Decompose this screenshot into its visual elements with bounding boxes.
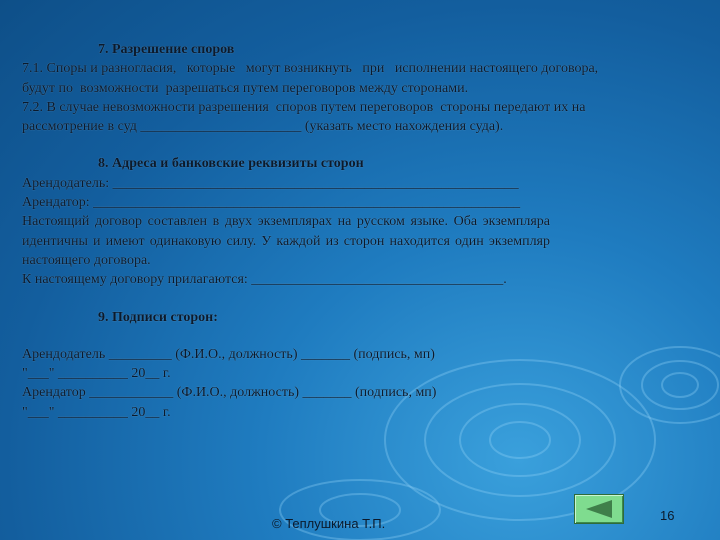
previous-slide-button[interactable] [574,494,624,524]
section-7-line-4: рассмотрение в суд _______________________ (указать место нахождения суда). [22,119,504,135]
copies-paragraph: Настоящий договор составлен в двух экземплярах на русском языке. Оба экземпляра идентичны и имеют одинаковую силу. У каждой из сторон находится один экземпляр настоящего договора. [22,214,550,268]
tenant-details: Арендатор: _____________________________________________________________ [22,195,521,211]
attachments-line: К настоящему договору прилагаются: ____________________________________. [22,272,507,288]
author-credit: © Теплушкина Т.П. [272,516,386,531]
section-7-line-3: 7.2. В случае невозможности разрешения споров путем переговоров стороны передают их на [22,99,586,115]
tenant-signature-line: Арендатор ____________ (Ф.И.О., должность) _______ (подпись, мп) [22,385,437,401]
landlord-details: Арендодатель: __________________________________________________________ [22,175,519,191]
tenant-date-line: "___" __________ 20__ г. [22,404,171,420]
landlord-signature-line: Арендодатель _________ (Ф.И.О., должность) _______ (подпись, мп) [22,346,435,362]
document-body [22,40,702,422]
section-8-heading: 8. Адреса и банковские реквизиты сторон [98,156,364,172]
section-7-heading: 7. Разрешение споров [98,42,235,57]
section-7-line-2: будут по возможности разрешаться путем переговоров между сторонами. [22,80,469,96]
page-number: 16 [660,508,675,523]
section-9-heading: 9. Подписи сторон: [98,309,218,325]
section-7-line-1: 7.1. Споры и разногласия, которые могут возникнуть при исполнении настоящего договора, [22,61,599,77]
triangle-left-icon [584,499,614,519]
landlord-date-line: "___" __________ 20__ г. [22,366,171,382]
